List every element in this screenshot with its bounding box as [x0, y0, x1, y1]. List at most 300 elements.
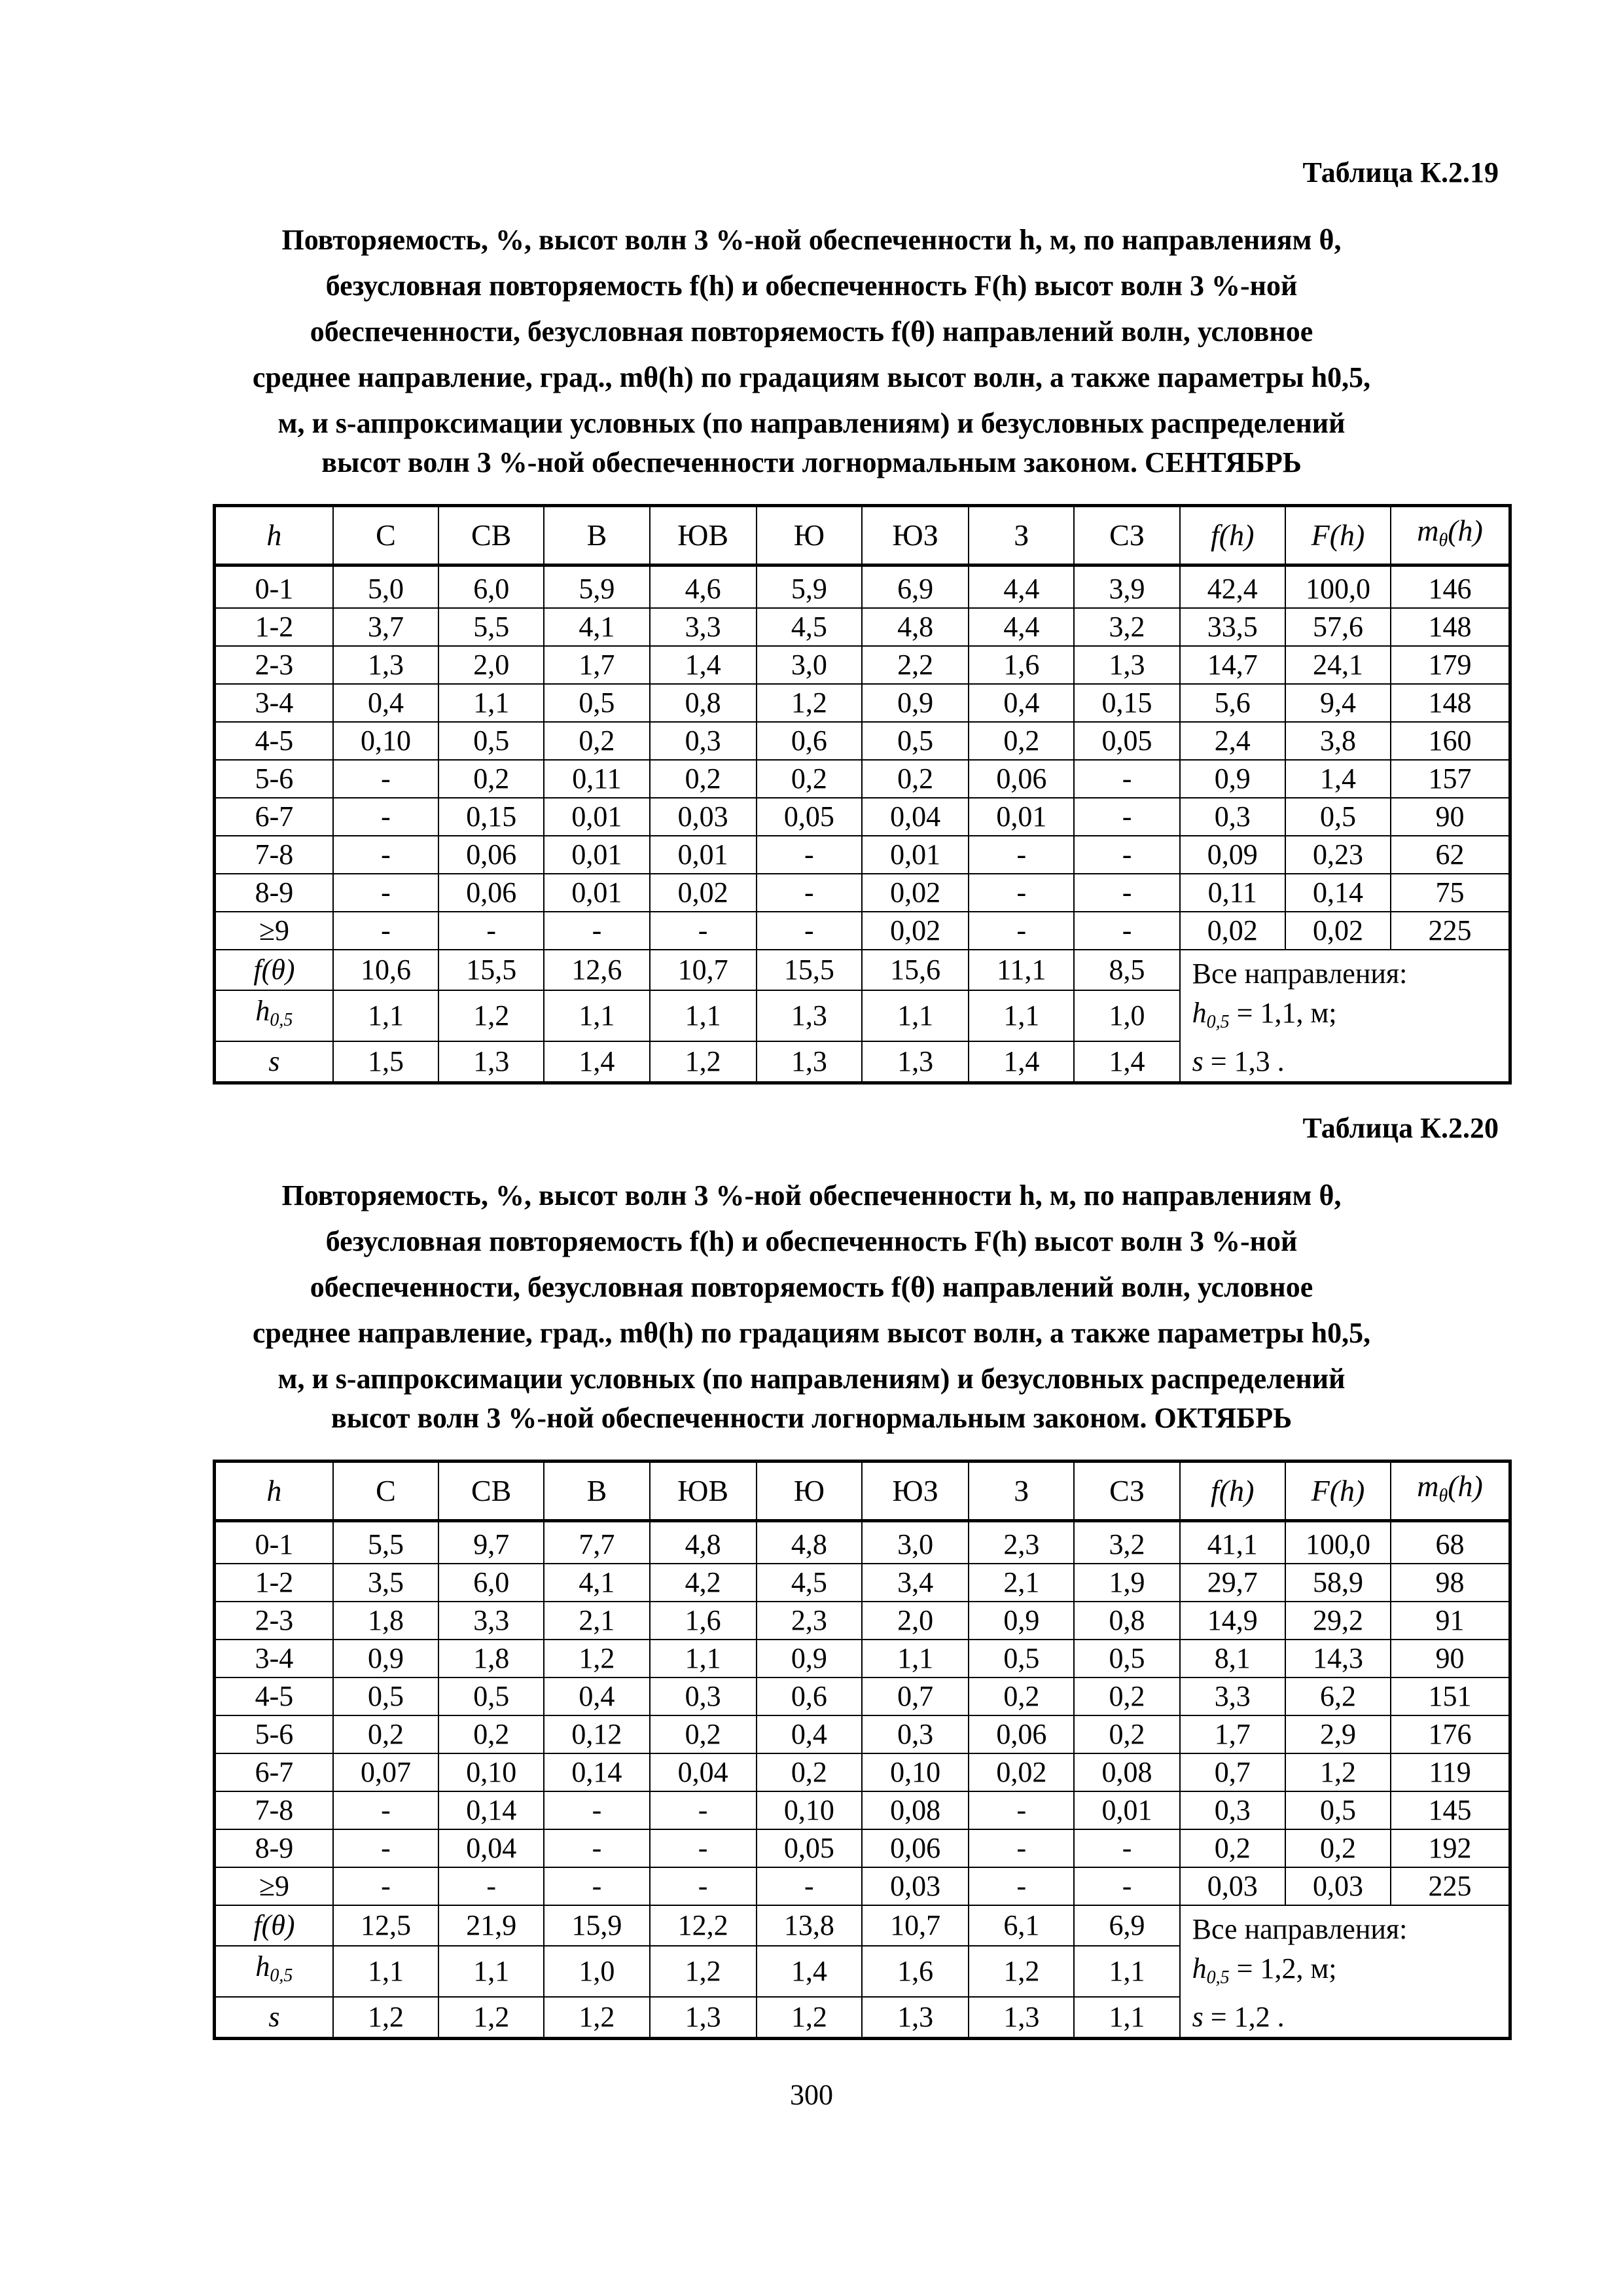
header-cell: ЮВ [650, 506, 757, 565]
row-label-cell: 4-5 [215, 722, 333, 760]
data-cell: 1,4 [757, 1946, 862, 1996]
data-cell: - [544, 1867, 649, 1905]
data-cell: 0,2 [1074, 1715, 1179, 1753]
data-cell: - [1074, 798, 1179, 836]
data-cell: 90 [1391, 1640, 1510, 1677]
data-cell: - [333, 912, 438, 950]
data-cell: 4,4 [969, 608, 1074, 646]
data-cell: 0,12 [544, 1715, 649, 1753]
data-cell: 1,2 [1285, 1753, 1391, 1791]
data-cell: 1,2 [333, 1997, 438, 2039]
data-cell: 1,8 [438, 1640, 544, 1677]
data-cell: 14,9 [1180, 1602, 1285, 1640]
data-cell: 0,08 [862, 1791, 969, 1829]
data-cell: 2,0 [862, 1602, 969, 1640]
header-cell: ЮВ [650, 1462, 757, 1521]
data-cell: - [757, 874, 862, 912]
data-cell: 5,6 [1180, 684, 1285, 722]
data-cell: 0,2 [969, 1677, 1074, 1715]
data-cell: - [333, 760, 438, 798]
data-cell: 2,0 [438, 646, 544, 684]
table-row [215, 874, 1510, 912]
data-cell: 179 [1391, 646, 1510, 684]
table-row [215, 912, 1510, 950]
data-cell: 1,2 [544, 1640, 649, 1677]
data-cell: 1,1 [1074, 1946, 1179, 1996]
header-cell: h [215, 1462, 333, 1521]
data-cell: - [969, 874, 1074, 912]
header-cell: $m_\theta(h)$ [1391, 1462, 1510, 1521]
all-directions-summary [1180, 1905, 1510, 2039]
header-cell: С [333, 1462, 438, 1521]
data-cell: 1,1 [862, 990, 969, 1041]
data-cell: 4,1 [544, 1564, 649, 1602]
data-cell: - [333, 1791, 438, 1829]
data-cell: 15,5 [438, 950, 544, 990]
data-cell: 0,3 [650, 1677, 757, 1715]
data-cell: 0,9 [333, 1640, 438, 1677]
row-label-cell: s [215, 1041, 333, 1083]
all-directions-summary [1180, 950, 1510, 1083]
data-cell: 0,11 [1180, 874, 1285, 912]
data-cell: - [969, 1791, 1074, 1829]
data-cell: - [969, 836, 1074, 874]
data-cell: 0,02 [862, 912, 969, 950]
data-cell: 29,2 [1285, 1602, 1391, 1640]
data-cell: 0,2 [969, 722, 1074, 760]
data-cell: 0,01 [544, 836, 649, 874]
data-cell: 0,2 [1074, 1677, 1179, 1715]
data-cell: 7,7 [544, 1521, 649, 1564]
row-label-cell: $h_{0,5}$ [215, 990, 333, 1041]
row-label-cell: 1-2 [215, 1564, 333, 1602]
data-cell: 2,1 [969, 1564, 1074, 1602]
table-row [215, 1521, 1510, 1564]
data-cell: 6,0 [438, 565, 544, 609]
data-cell: 10,7 [650, 950, 757, 990]
data-cell: 5,9 [544, 565, 649, 609]
data-cell: 9,4 [1285, 684, 1391, 722]
data-cell: 0,6 [757, 1677, 862, 1715]
data-cell: - [757, 836, 862, 874]
data-cell: 225 [1391, 912, 1510, 950]
row-label-cell: 1-2 [215, 608, 333, 646]
header-cell: h [215, 506, 333, 565]
caption-line: Повторяемость, %, высот волн 3 %-ной обеспеченности h, м, по направлениям θ, [281, 224, 1342, 256]
data-table-september [213, 504, 1512, 1085]
table-row [215, 684, 1510, 722]
row-label-cell: ≥9 [215, 912, 333, 950]
data-cell: 0,2 [1180, 1829, 1285, 1867]
data-cell: 0,2 [757, 1753, 862, 1791]
data-cell: 1,2 [757, 1997, 862, 2039]
row-label-cell: f(θ) [215, 1905, 333, 1946]
data-cell: 8,5 [1074, 950, 1179, 990]
data-cell: 1,5 [333, 1041, 438, 1083]
data-cell: 5,5 [333, 1521, 438, 1564]
table-row [215, 608, 1510, 646]
data-cell: 9,7 [438, 1521, 544, 1564]
data-cell: - [438, 912, 544, 950]
data-cell: 0,5 [438, 722, 544, 760]
data-cell: 0,5 [1074, 1640, 1179, 1677]
caption-line: среднее направление, град., mθ(h) по градациям высот волн, а также параметры h0,5, [252, 361, 1371, 393]
data-cell: 3,0 [862, 1521, 969, 1564]
data-cell: 0,9 [757, 1640, 862, 1677]
data-cell: 145 [1391, 1791, 1510, 1829]
header-cell: Ю [757, 506, 862, 565]
data-cell: - [969, 912, 1074, 950]
data-cell: 0,14 [1285, 874, 1391, 912]
header-cell: f(h) [1180, 506, 1285, 565]
data-cell: 0,3 [1180, 798, 1285, 836]
caption-line: м, и s-аппроксимации условных (по направлениям) и безусловных распределений [277, 1363, 1346, 1395]
caption-line: Повторяемость, %, высот волн 3 %-ной обеспеченности h, м, по направлениям θ, [281, 1179, 1342, 1211]
data-cell: - [969, 1867, 1074, 1905]
data-cell: 1,3 [862, 1041, 969, 1083]
data-cell: 1,2 [650, 1041, 757, 1083]
data-cell: 1,2 [969, 1946, 1074, 1996]
data-cell: 0,4 [969, 684, 1074, 722]
caption-line: м, и s-аппроксимации условных (по направлениям) и безусловных распределений [277, 407, 1346, 439]
data-cell: 21,9 [438, 1905, 544, 1946]
data-cell: 0,4 [544, 1677, 649, 1715]
data-cell: 0,2 [650, 760, 757, 798]
data-cell: 1,1 [544, 990, 649, 1041]
data-cell: 0,03 [650, 798, 757, 836]
header-cell: F(h) [1285, 506, 1391, 565]
data-cell: 4,5 [757, 608, 862, 646]
data-cell: 1,0 [1074, 990, 1179, 1041]
data-cell: 0,06 [862, 1829, 969, 1867]
data-cell: 1,7 [544, 646, 649, 684]
data-cell: 1,7 [1180, 1715, 1285, 1753]
data-cell: 0,2 [333, 1715, 438, 1753]
data-cell: 90 [1391, 798, 1510, 836]
data-cell: 12,2 [650, 1905, 757, 1946]
data-cell: 15,6 [862, 950, 969, 990]
table-row [215, 1564, 1510, 1602]
data-cell: 2,1 [544, 1602, 649, 1640]
data-cell: 0,7 [1180, 1753, 1285, 1791]
data-cell: 1,1 [650, 990, 757, 1041]
data-cell: 6,9 [862, 565, 969, 609]
data-cell: 0,01 [650, 836, 757, 874]
data-cell: 0,06 [969, 760, 1074, 798]
data-cell: 3,9 [1074, 565, 1179, 609]
data-cell: 0,5 [1285, 798, 1391, 836]
data-cell: 6,1 [969, 1905, 1074, 1946]
row-label-cell: 6-7 [215, 798, 333, 836]
table-row [215, 1867, 1510, 1905]
data-cell: 1,3 [1074, 646, 1179, 684]
data-cell: 1,9 [1074, 1564, 1179, 1602]
data-cell: 1,3 [757, 990, 862, 1041]
data-cell: - [1074, 874, 1179, 912]
data-cell: 0,9 [969, 1602, 1074, 1640]
caption-line: среднее направление, град., mθ(h) по градациям высот волн, а также параметры h0,5, [252, 1317, 1371, 1349]
data-cell: 0,7 [862, 1677, 969, 1715]
data-cell: 42,4 [1180, 565, 1285, 609]
data-cell: 0,5 [862, 722, 969, 760]
data-cell: - [1074, 836, 1179, 874]
row-label-cell: 3-4 [215, 684, 333, 722]
data-cell: 0,01 [1074, 1791, 1179, 1829]
page-number: 300 [790, 2079, 833, 2111]
data-cell: 0,03 [1180, 1867, 1285, 1905]
data-cell: 160 [1391, 722, 1510, 760]
header-cell: СЗ [1074, 506, 1179, 565]
data-cell: - [757, 912, 862, 950]
data-cell: 24,1 [1285, 646, 1391, 684]
data-cell: - [544, 1829, 649, 1867]
f-theta-row [215, 950, 1510, 990]
table-number-2: Таблица К.2.20 [1302, 1112, 1499, 1144]
data-cell: 3,3 [438, 1602, 544, 1640]
data-cell: 0,05 [757, 1829, 862, 1867]
data-cell: 148 [1391, 684, 1510, 722]
header-cell: З [969, 506, 1074, 565]
row-label-cell: f(θ) [215, 950, 333, 990]
data-cell: - [969, 1829, 1074, 1867]
caption-line: высот волн 3 %-ной обеспеченности логнормальным законом. СЕНТЯБРЬ [321, 446, 1302, 478]
header-cell: СВ [438, 506, 544, 565]
data-cell: 0,06 [438, 874, 544, 912]
data-cell: 62 [1391, 836, 1510, 874]
data-cell: 0,06 [438, 836, 544, 874]
table-row [215, 836, 1510, 874]
header-cell: ЮЗ [862, 1462, 969, 1521]
data-cell: 0,10 [862, 1753, 969, 1791]
data-cell: 0,03 [862, 1867, 969, 1905]
row-label-cell: s [215, 1997, 333, 2039]
data-cell: 0,02 [1180, 912, 1285, 950]
data-cell: - [1074, 1867, 1179, 1905]
header-cell: СВ [438, 1462, 544, 1521]
summary-title: Все направления: [1192, 958, 1408, 990]
data-cell: 1,4 [544, 1041, 649, 1083]
data-cell: - [333, 1867, 438, 1905]
data-cell: 14,7 [1180, 646, 1285, 684]
data-cell: 0,01 [544, 874, 649, 912]
data-cell: 119 [1391, 1753, 1510, 1791]
data-cell: 0,5 [1285, 1791, 1391, 1829]
row-label-cell: 5-6 [215, 1715, 333, 1753]
table-row [215, 1715, 1510, 1753]
header-cell: $m_\theta(h)$ [1391, 506, 1510, 565]
data-cell: 1,1 [1074, 1997, 1179, 2039]
data-cell: 15,5 [757, 950, 862, 990]
data-cell: 3,2 [1074, 608, 1179, 646]
data-cell: 0,5 [333, 1677, 438, 1715]
data-cell: 33,5 [1180, 608, 1285, 646]
data-cell: - [1074, 1829, 1179, 1867]
data-cell: 4,8 [650, 1521, 757, 1564]
row-label-cell: 5-6 [215, 760, 333, 798]
data-cell: 0,6 [757, 722, 862, 760]
data-cell: 0,2 [544, 722, 649, 760]
data-cell: 0,4 [333, 684, 438, 722]
data-cell: - [333, 798, 438, 836]
data-cell: 3,0 [757, 646, 862, 684]
data-cell: 146 [1391, 565, 1510, 609]
data-cell: 1,4 [650, 646, 757, 684]
data-cell: 0,05 [757, 798, 862, 836]
data-cell: 0,04 [862, 798, 969, 836]
header-cell: f(h) [1180, 1462, 1285, 1521]
table-caption-2 [196, 1173, 1427, 1441]
data-cell: 0,2 [757, 760, 862, 798]
data-cell: - [333, 1829, 438, 1867]
f-theta-row [215, 1905, 1510, 1946]
header-cell: В [544, 506, 649, 565]
data-cell: 6,0 [438, 1564, 544, 1602]
data-cell: 1,3 [333, 646, 438, 684]
data-cell: 0,10 [333, 722, 438, 760]
data-cell: 0,05 [1074, 722, 1179, 760]
data-cell: - [438, 1867, 544, 1905]
data-cell: 0,4 [757, 1715, 862, 1753]
data-cell: 12,6 [544, 950, 649, 990]
data-cell: 0,8 [650, 684, 757, 722]
data-cell: 0,03 [1285, 1867, 1391, 1905]
data-cell: - [333, 874, 438, 912]
data-cell: - [544, 1791, 649, 1829]
data-cell: 0,14 [544, 1753, 649, 1791]
data-cell: 0,2 [1285, 1829, 1391, 1867]
data-cell: 8,1 [1180, 1640, 1285, 1677]
data-cell: 225 [1391, 1867, 1510, 1905]
data-cell: 0,04 [438, 1829, 544, 1867]
caption-line: высот волн 3 %-ной обеспеченности логнормальным законом. ОКТЯБРЬ [330, 1402, 1293, 1434]
data-cell: 1,3 [862, 1997, 969, 2039]
row-label-cell: 0-1 [215, 1521, 333, 1564]
data-cell: 1,2 [757, 684, 862, 722]
data-cell: 3,3 [650, 608, 757, 646]
data-cell: 2,3 [757, 1602, 862, 1640]
data-cell: 0,10 [757, 1791, 862, 1829]
data-cell: 192 [1391, 1829, 1510, 1867]
data-cell: 1,1 [333, 990, 438, 1041]
row-label-cell: 2-3 [215, 1602, 333, 1640]
data-cell: 1,2 [650, 1946, 757, 1996]
data-cell: 0,3 [862, 1715, 969, 1753]
data-cell: 1,2 [438, 1997, 544, 2039]
data-cell: 91 [1391, 1602, 1510, 1640]
summary-h05: $h_{0,5} = 1,2$, м; [1192, 1952, 1337, 1988]
data-cell: 0,3 [1180, 1791, 1285, 1829]
data-cell: 1,1 [438, 684, 544, 722]
row-label-cell: 3-4 [215, 1640, 333, 1677]
data-cell: 6,2 [1285, 1677, 1391, 1715]
table-row [215, 760, 1510, 798]
table-row [215, 1677, 1510, 1715]
data-cell: 100,0 [1285, 565, 1391, 609]
data-cell: - [757, 1867, 862, 1905]
row-label-cell: 8-9 [215, 874, 333, 912]
data-cell: 6,9 [1074, 1905, 1179, 1946]
header-cell: Ю [757, 1462, 862, 1521]
data-cell: 0,15 [438, 798, 544, 836]
data-cell: 1,1 [969, 990, 1074, 1041]
table-row [215, 1753, 1510, 1791]
table-row [215, 1791, 1510, 1829]
summary-h05: $h_{0,5} = 1,1$, м; [1192, 997, 1337, 1032]
data-cell: 0,01 [969, 798, 1074, 836]
data-cell: 0,2 [438, 1715, 544, 1753]
data-cell: 0,3 [650, 722, 757, 760]
data-cell: 0,11 [544, 760, 649, 798]
data-cell: 2,3 [969, 1521, 1074, 1564]
row-label-cell: 6-7 [215, 1753, 333, 1791]
data-cell: 0,02 [650, 874, 757, 912]
data-cell: 3,2 [1074, 1521, 1179, 1564]
data-cell: 0,5 [544, 684, 649, 722]
data-cell: 1,3 [438, 1041, 544, 1083]
data-cell: 5,5 [438, 608, 544, 646]
row-label-cell: 8-9 [215, 1829, 333, 1867]
data-cell: 11,1 [969, 950, 1074, 990]
data-cell: 3,4 [862, 1564, 969, 1602]
data-cell: 4,4 [969, 565, 1074, 609]
data-cell: 0,8 [1074, 1602, 1179, 1640]
data-cell: 0,09 [1180, 836, 1285, 874]
header-cell: СЗ [1074, 1462, 1179, 1521]
data-cell: 0,9 [1180, 760, 1285, 798]
table-row [215, 722, 1510, 760]
data-cell: 58,9 [1285, 1564, 1391, 1602]
row-label-cell: 0-1 [215, 565, 333, 609]
data-cell: 0,02 [969, 1753, 1074, 1791]
data-cell: 1,1 [650, 1640, 757, 1677]
header-cell: З [969, 1462, 1074, 1521]
data-cell: 2,9 [1285, 1715, 1391, 1753]
data-cell: 14,3 [1285, 1640, 1391, 1677]
data-cell: - [333, 836, 438, 874]
data-cell: 0,15 [1074, 684, 1179, 722]
data-cell: 0,04 [650, 1753, 757, 1791]
caption-line: безусловная повторяемость f(h) и обеспеченность F(h) высот волн 3 %-ной [325, 1225, 1298, 1257]
data-cell: 4,6 [650, 565, 757, 609]
data-cell: 1,1 [438, 1946, 544, 1996]
data-cell: 176 [1391, 1715, 1510, 1753]
data-cell: 0,02 [862, 874, 969, 912]
table-row [215, 1640, 1510, 1677]
data-cell: 10,7 [862, 1905, 969, 1946]
data-cell: 4,8 [757, 1521, 862, 1564]
data-cell: 3,7 [333, 608, 438, 646]
data-cell: 98 [1391, 1564, 1510, 1602]
data-cell: 10,6 [333, 950, 438, 990]
row-label-cell: ≥9 [215, 1867, 333, 1905]
data-cell: 0,07 [333, 1753, 438, 1791]
data-cell: 4,5 [757, 1564, 862, 1602]
caption-line: обеспеченности, безусловная повторяемость f(θ) направлений волн, условное [310, 1271, 1313, 1303]
table-number-1: Таблица К.2.19 [1302, 156, 1499, 188]
data-cell: 0,10 [438, 1753, 544, 1791]
header-cell: ЮЗ [862, 506, 969, 565]
data-cell: 0,02 [1285, 912, 1391, 950]
data-cell: 5,9 [757, 565, 862, 609]
data-cell: 0,23 [1285, 836, 1391, 874]
table-row [215, 1602, 1510, 1640]
data-cell: 0,01 [862, 836, 969, 874]
data-cell: 1,4 [1074, 1041, 1179, 1083]
data-cell: 75 [1391, 874, 1510, 912]
data-cell: 0,2 [650, 1715, 757, 1753]
data-cell: 13,8 [757, 1905, 862, 1946]
data-cell: - [650, 912, 757, 950]
